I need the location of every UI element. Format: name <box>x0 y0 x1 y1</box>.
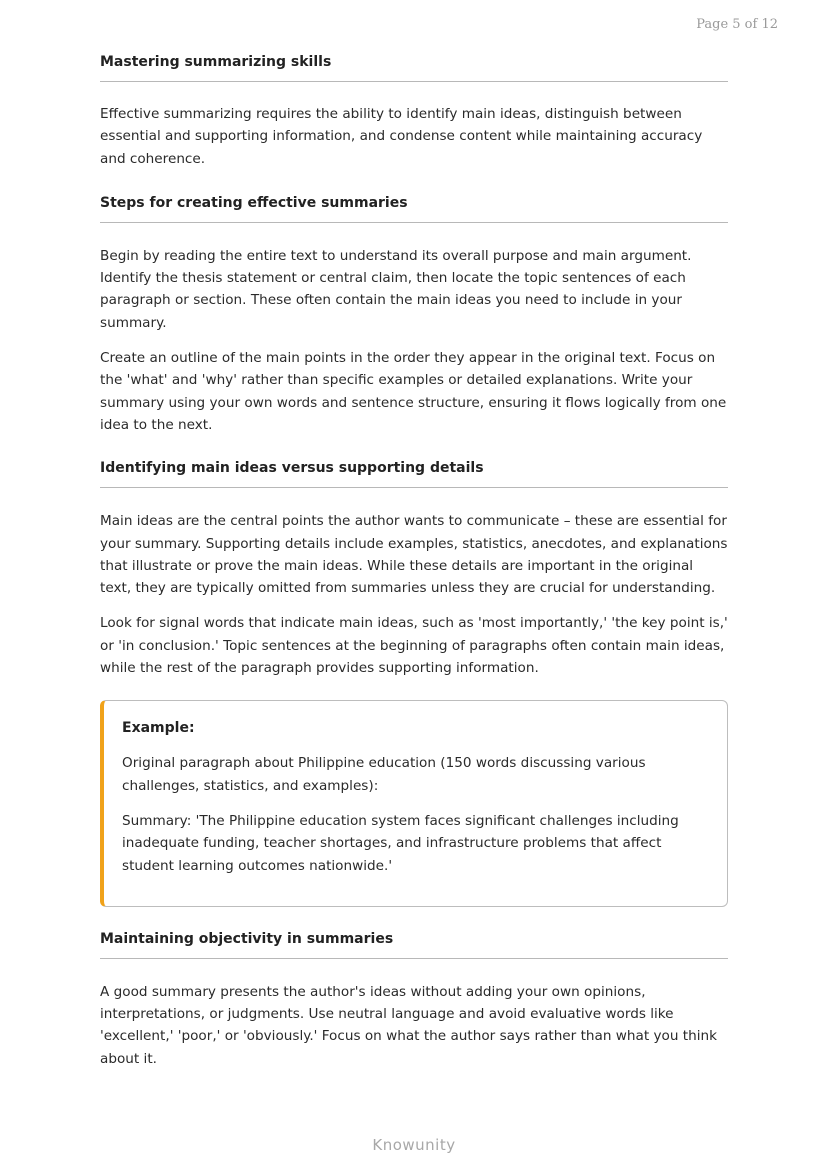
section-heading-main-ideas: Identifying main ideas versus supporting details <box>100 459 728 488</box>
paragraph: Main ideas are the central points the author wants to communicate – these are essential for your summary. Supporting details include examples, statistics, anecdotes, and explanations that illustrate or prove the main ideas. While these details are important in the original text, they are typically omitted from summaries unless they are crucial for understanding. <box>100 513 728 597</box>
page-number: Page 5 of 12 <box>696 17 778 32</box>
section-heading-steps: Steps for creating effective summaries <box>100 194 728 223</box>
paragraph: A good summary presents the author's ideas without adding your own opinions, interpretations, or judgments. Use neutral language and avoid evaluative words like 'excellent,' 'poor,' or 'obviously.' Focus on what the author says rather than what you think about it. <box>100 983 718 1067</box>
section-heading-mastering-summarizing: Mastering summarizing skills <box>100 53 728 82</box>
section-heading-objectivity: Maintaining objectivity in summaries <box>100 930 728 959</box>
paragraph: Begin by reading the entire text to understand its overall purpose and main argument. Identify the thesis statement or central claim, then locate the topic sentences of each paragraph or section. These often contain the main ideas you need to include in your summary. <box>100 247 692 331</box>
footer-brand-logo: Knowunity <box>372 1136 456 1154</box>
paragraph: Create an outline of the main points in the order they appear in the original text. Focus on the 'what' and 'why' rather than specific examples or detailed explanations. Write your summary using your own words and sentence structure, ensuring it flows logically from one idea to the next. <box>100 350 727 433</box>
example-title: Example: <box>122 720 195 737</box>
paragraph: Look for signal words that indicate main ideas, such as 'most importantly,' 'the key point is,' or 'in conclusion.' Topic sentences at the beginning of paragraphs often contain main ideas, while the rest of the paragraph provides supporting information. <box>100 615 728 677</box>
paragraph: Effective summarizing requires the ability to identify main ideas, distinguish between essential and supporting information, and condense content while maintaining accuracy and coherence. <box>100 106 703 167</box>
example-summary: Summary: 'The Philippine education system faces significant challenges including inadequate funding, teacher shortages, and infrastructure problems that affect student learning outcomes nationwide.' <box>122 812 679 874</box>
document-body <box>100 53 728 1070</box>
example-paragraph: Original paragraph about Philippine education (150 words discussing various challenges, statistics, and examples): <box>122 755 646 794</box>
example-callout <box>100 700 728 906</box>
